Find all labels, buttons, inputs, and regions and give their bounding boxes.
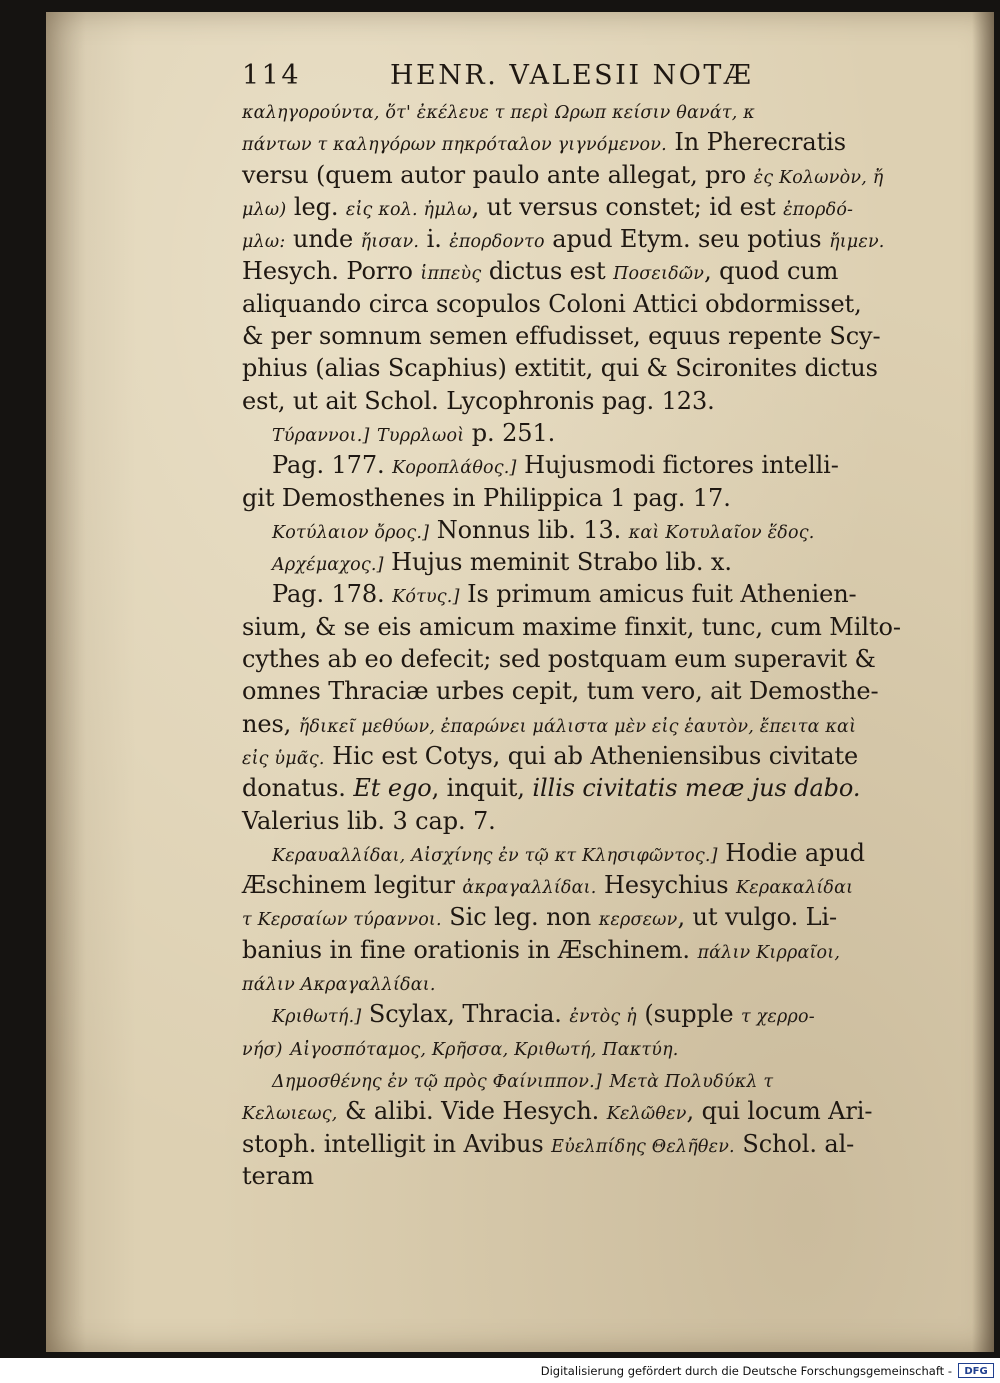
latin-text: i. [419,225,450,254]
text-line [242,320,910,352]
greek-text: καὶ Κοτυλαῖον ἕδος. [628,522,815,543]
greek-text: κερσεων [598,910,678,931]
text-line [242,966,910,998]
latin-text [369,419,377,447]
greek-text: Αρχέμαχος.] [272,555,384,576]
digitization-footer [0,1358,1000,1383]
greek-text: Τυρρλωοὶ [377,425,465,446]
latin-text: , ut vulgo. Li- [677,903,838,932]
greek-text: πάλιν Ακραγαλλίδαι. [242,975,436,996]
greek-text: ἐς Κολωνὸν, ἤ [753,167,884,188]
latin-text: Hujusmodi fictores intelli- [516,451,839,480]
text-line [242,578,910,610]
latin-text: banius in fine orationis in Æschinem. [242,935,698,964]
text-line [242,805,910,837]
latin-text: apud Etym. seu potius [544,225,830,254]
greek-text: καληγορούντα, ὅτ' ἐκέλευε τ περὶ Ωρωπ κείσιν θανάτ, κ [242,103,755,123]
dfg-logo: DFG [958,1363,994,1378]
page-text [242,58,910,1192]
greek-text: Τύραννοι.] [272,425,370,446]
greek-text: πάλιν Κιρραῖοι, [697,942,841,963]
greek-text: μλω) [242,199,287,220]
latin-text: git Demosthenes in Philippica 1 pag. 17. [242,483,731,512]
text-line [242,1160,910,1192]
greek-text: Κοτύλαιον ὄρος.] [272,522,430,543]
latin-text: dictus est [481,257,614,286]
text-line [242,255,910,287]
text-line [242,223,910,255]
text-line [242,449,910,481]
running-head [242,58,910,94]
text-line [242,901,910,933]
greek-text: Αἰγοσπόταμος, Κρῆσσα, Κριθωτή, Πακτύη. [290,1039,679,1060]
latin-text: omnes Thraciæ urbes cepit, tum vero, ait Demosthe- [242,677,879,706]
greek-text: ἱππεὺς [420,264,482,285]
latin-text: Hujus meminit Strabo lib. x. [383,548,732,577]
text-line [242,514,910,546]
latin-text: & alibi. Vide Hesych. [337,1097,607,1126]
greek-text: τ χερρο- [740,1007,815,1028]
greek-text: ἀκραγαλλίδαι. [462,878,597,899]
latin-text: Valerius lib. 3 cap. 7. [242,806,496,835]
text-line [242,1128,910,1160]
latin-text: Nonnus lib. 13. [429,515,629,544]
greek-text: εἰς κολ. ἠμλω [345,199,472,220]
text-line [242,869,910,901]
greek-text: Δημοσθένης ἐν τῷ πρὸς Φαίνιππον.] [272,1071,602,1092]
latin-text: Is primum amicus fuit Athenien- [459,580,857,609]
page-number: 114 [242,60,302,91]
greek-text: Κοροπλάθος.] [392,458,517,479]
text-line [242,352,910,384]
latin-text: In Pherecratis [666,128,846,157]
latin-text: est, ut ait Schol. Lycophronis pag. 123. [242,386,715,415]
body-text [242,94,910,1192]
latin-text: (supple [636,1000,741,1029]
italic-text: Et ego [353,774,432,803]
latin-text: Hodie apud [717,838,865,867]
text-line [242,643,910,675]
text-line [242,708,910,740]
text-line [242,385,910,417]
latin-text: leg. [286,192,346,221]
greek-text: Κερακαλίδαι [736,878,854,899]
text-line [242,159,910,191]
text-line [242,740,910,772]
latin-text: teram [242,1161,314,1190]
greek-text: μλω: [242,232,286,253]
greek-text: ἐπορδό- [783,199,854,220]
greek-text: Κεραυαλλίδαι, Αἰσχίνης ἐν τῷ κτ Κλησιφῶντος.] [272,845,718,866]
latin-text: donatus. [242,774,354,803]
text-line [242,1031,910,1063]
greek-text: ἤδικεῖ μεθύων, ἐπαρώνει μάλιστα μὲν εἰς ἑαυτὸν, ἔπειτα καὶ [298,716,857,737]
greek-text: Κότυς.] [392,587,460,608]
greek-text: ἐντὸς ἡ [569,1007,637,1028]
latin-text: Hic est Cotys, qui ab Atheniensibus civitate [324,741,859,770]
latin-text: sium, & se eis amicum maxime finxit, tunc, cum Milto- [242,612,901,641]
page-shadow [972,12,994,1352]
footer-credit: Digitalisierung gefördert durch die Deutsche Forschungsgemeinschaft - [540,1364,952,1378]
latin-text: , inquit, [431,774,533,803]
greek-text: ἤισαν. [360,232,420,253]
text-line [242,1095,910,1127]
latin-text: cythes ab eo defecit; sed postquam eum superavit & [242,645,876,674]
text-line [242,94,910,126]
latin-text: aliquando circa scopulos Coloni Attici obdormisset, [242,289,862,318]
latin-text: stoph. intelligit in Avibus [242,1129,552,1158]
text-line [242,546,910,578]
latin-text: Æschinem legitur [242,871,463,900]
text-line [242,934,910,966]
greek-text: νήσ) [242,1039,283,1060]
italic-text: illis civitatis meæ jus dabo. [532,774,861,803]
latin-text: Hesych. Porro [242,257,421,286]
text-line [242,1063,910,1095]
latin-text: nes, [242,709,299,738]
latin-text: unde [285,225,361,254]
text-line [242,998,910,1030]
text-line [242,126,910,158]
latin-text: versu (quem autor paulo ante allegat, pro [242,160,754,189]
text-line [242,288,910,320]
greek-text: Κελῶθεν [606,1104,687,1125]
latin-text: Schol. al- [734,1129,855,1158]
latin-text: Pag. 178. [272,580,393,609]
latin-text: , ut versus constet; id est [471,192,784,221]
greek-text: Κελωιεως, [242,1104,338,1125]
running-title: HENR. VALESII NOTÆ [390,60,754,91]
greek-text: ἐπορδοντο [449,232,545,253]
latin-text: , qui locum Ari- [686,1097,873,1126]
greek-text: τ Κερσαίων τύραννοι. [242,910,442,931]
text-line [242,191,910,223]
text-line [242,772,910,804]
text-line [242,675,910,707]
latin-text: Hesychius [596,871,737,900]
greek-text: Κριθωτή.] [272,1007,362,1028]
text-line [242,417,910,449]
greek-text: Μετὰ Πολυδύκλ τ [609,1071,774,1092]
latin-text: , quod cum [704,257,839,286]
text-line [242,611,910,643]
greek-text: Ποσειδῶν [613,264,705,285]
latin-text: p. 251. [464,418,556,447]
greek-text: πάντων τ καληγόρων πηκρόταλον γιγνόμενον. [242,135,667,156]
text-line [242,482,910,514]
latin-text: Sic leg. non [441,903,599,932]
greek-text: εἰς ὑμᾶς. [242,748,325,769]
text-line [242,837,910,869]
latin-text: Scylax, Thracia. [361,1000,570,1029]
greek-text: Εὐελπίδης Θελῆθεν. [551,1136,735,1157]
latin-text: & per somnum semen effudisset, equus repente Scy- [242,322,881,351]
greek-text: ἤιμεν. [829,232,885,253]
latin-text: Pag. 177. [272,451,393,480]
latin-text: phius (alias Scaphius) extitit, qui & Scironites dictus [242,354,878,383]
